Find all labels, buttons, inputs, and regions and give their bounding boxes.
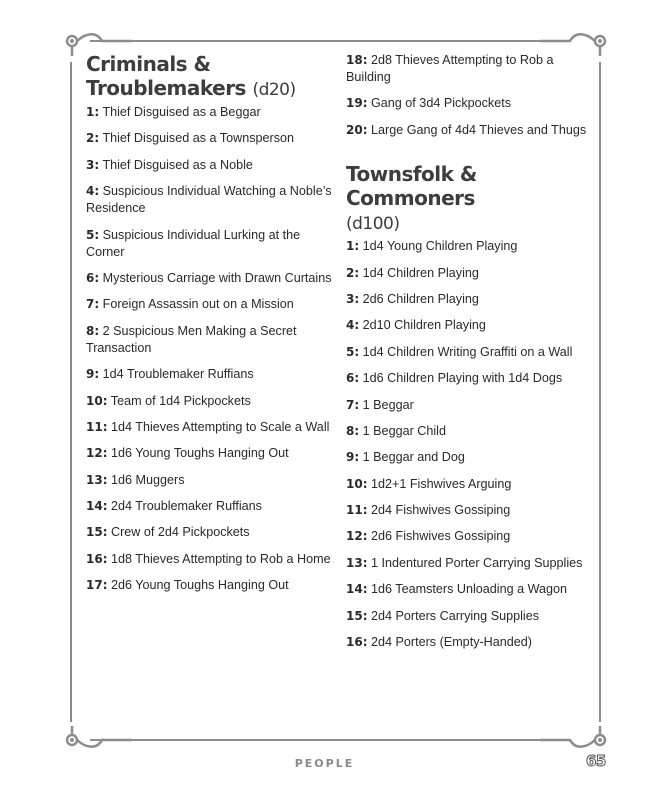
- list-item: [346, 122, 591, 139]
- entry-text: 1 Indentured Porter Carrying Supplies: [371, 555, 583, 570]
- entry-number: 13:: [86, 472, 108, 487]
- criminals-heading-title: Criminals & Troublemakers: [86, 52, 246, 100]
- entry-text: 1 Beggar and Dog: [362, 450, 465, 465]
- entry-number: 7:: [86, 297, 100, 312]
- townsfolk-heading-die: (d100): [346, 214, 400, 235]
- list-item: [86, 183, 338, 217]
- entry-number: 3:: [86, 157, 100, 172]
- page-number: 65: [586, 752, 606, 770]
- list-item: [86, 445, 338, 462]
- entry-text: 2 Suspicious Men Making a Secret Transaction: [86, 323, 297, 355]
- entry-text: 2d8 Thieves Attempting to Rob a Building: [346, 53, 554, 84]
- entry-text: 1d4 Young Children Playing: [362, 239, 518, 254]
- entry-text: 2d4 Troublemaker Ruffians: [111, 499, 262, 514]
- list-item: [86, 130, 338, 147]
- entry-number: 10:: [346, 476, 368, 491]
- list-item: [86, 104, 338, 121]
- criminals-table-continued: [346, 52, 591, 139]
- list-item: [346, 555, 591, 572]
- entry-text: 1d8 Thieves Attempting to Rob a Home: [111, 551, 331, 566]
- list-item: [346, 449, 591, 466]
- entry-number: 6:: [346, 371, 360, 386]
- entry-number: 9:: [86, 367, 100, 382]
- list-item: [86, 270, 338, 287]
- list-item: [346, 608, 591, 625]
- entry-number: 14:: [86, 499, 108, 514]
- entry-number: 16:: [86, 551, 108, 566]
- entry-number: 7:: [346, 397, 360, 412]
- entry-text: Thief Disguised as a Noble: [102, 157, 253, 172]
- entry-number: 1:: [346, 239, 360, 254]
- entry-number: 2:: [346, 265, 360, 280]
- criminals-heading: [86, 52, 338, 102]
- frame-bottom-border: [90, 739, 559, 741]
- list-item: [86, 366, 338, 383]
- frame-left-border: [70, 62, 72, 722]
- entry-text: 1d4 Children Playing: [362, 265, 479, 280]
- entry-number: 10:: [86, 393, 108, 408]
- entry-number: 5:: [346, 344, 360, 359]
- entry-text: 2d4 Porters (Empty-Handed): [371, 635, 532, 650]
- entry-text: 2d6 Fishwives Gossiping: [371, 529, 511, 544]
- entry-number: 4:: [346, 318, 360, 333]
- entry-text: Foreign Assassin out on a Mission: [102, 297, 294, 312]
- list-item: [346, 476, 591, 493]
- entry-text: 1d6 Children Playing with 1d4 Dogs: [362, 371, 563, 386]
- entry-text: Suspicious Individual Lurking at the Corner: [86, 227, 301, 259]
- list-item: [346, 634, 591, 651]
- list-item: [346, 397, 591, 414]
- list-item: [346, 317, 591, 334]
- entry-number: 1:: [86, 105, 100, 119]
- entry-number: 5:: [86, 227, 100, 242]
- criminals-table: [86, 104, 338, 594]
- list-item: [86, 551, 338, 568]
- entry-number: 4:: [86, 184, 100, 199]
- entry-text: 1 Beggar Child: [362, 423, 446, 438]
- list-item: [346, 344, 591, 361]
- list-item: [346, 238, 591, 255]
- entry-number: 12:: [346, 529, 368, 544]
- list-item: [346, 291, 591, 308]
- list-item: [346, 502, 591, 519]
- frame-top-border: [90, 40, 559, 42]
- entry-text: Crew of 2d4 Pickpockets: [111, 525, 250, 540]
- entry-text: 1d4 Troublemaker Ruffians: [102, 367, 254, 382]
- list-item: [86, 419, 338, 436]
- list-item: [86, 524, 338, 541]
- footer-section-label: PEOPLE: [294, 757, 355, 770]
- frame-right-border: [599, 62, 601, 722]
- entry-text: 1d6 Young Toughs Hanging Out: [111, 446, 289, 461]
- townsfolk-table: [346, 238, 591, 651]
- entry-text: Thief Disguised as a Townsperson: [102, 131, 295, 146]
- entry-number: 12:: [86, 446, 108, 461]
- townsfolk-heading-title: Townsfolk & Commoners: [346, 162, 477, 211]
- corner-flourish-icon: [540, 726, 610, 754]
- entry-text: 1d4 Thieves Attempting to Scale a Wall: [111, 419, 330, 434]
- list-item: [86, 393, 338, 410]
- entry-text: Mysterious Carriage with Drawn Curtains: [102, 270, 332, 285]
- list-item: [346, 95, 591, 112]
- entry-number: 3:: [346, 291, 360, 306]
- entry-text: 1 Beggar: [362, 397, 414, 412]
- entry-number: 6:: [86, 270, 100, 285]
- entry-number: 17:: [86, 578, 108, 593]
- entry-text: Team of 1d4 Pickpockets: [110, 393, 251, 408]
- entry-number: 14:: [346, 582, 368, 597]
- entry-number: 20:: [346, 122, 368, 137]
- list-item: [346, 528, 591, 545]
- list-item: [346, 581, 591, 598]
- list-item: [346, 423, 591, 440]
- entry-text: 2d4 Fishwives Gossiping: [371, 503, 511, 518]
- entry-text: 1d6 Teamsters Unloading a Wagon: [371, 582, 568, 597]
- list-item: [86, 323, 338, 357]
- entry-text: Gang of 3d4 Pickpockets: [371, 96, 512, 111]
- entry-number: 8:: [346, 423, 360, 438]
- list-item: [346, 265, 591, 282]
- entry-number: 18:: [346, 53, 368, 67]
- list-item: [86, 157, 338, 174]
- entry-number: 15:: [346, 608, 368, 623]
- entry-number: 15:: [86, 525, 108, 540]
- left-column: [86, 52, 338, 604]
- criminals-heading-die: (d20): [252, 80, 296, 100]
- entry-text: Thief Disguised as a Beggar: [102, 105, 261, 119]
- entry-text: Large Gang of 4d4 Thieves and Thugs: [371, 122, 587, 137]
- entry-text: 2d10 Children Playing: [362, 318, 486, 333]
- corner-flourish-icon: [62, 726, 132, 754]
- entry-number: 8:: [86, 323, 100, 338]
- list-item: [86, 577, 338, 594]
- list-item: [346, 370, 591, 387]
- entry-text: Suspicious Individual Watching a Noble’s Residence: [86, 184, 332, 216]
- list-item: [86, 227, 338, 261]
- entry-text: 2d6 Children Playing: [362, 291, 479, 306]
- section-spacer: [346, 148, 591, 162]
- list-item: [346, 52, 591, 86]
- list-item: [86, 296, 338, 313]
- entry-number: 11:: [346, 503, 368, 518]
- entry-number: 13:: [346, 555, 368, 570]
- list-item: [86, 498, 338, 515]
- townsfolk-heading: [346, 162, 591, 236]
- right-column: [346, 52, 591, 660]
- entry-number: 2:: [86, 131, 100, 146]
- entry-text: 1d6 Muggers: [111, 472, 185, 487]
- entry-number: 19:: [346, 96, 368, 111]
- entry-text: 2d4 Porters Carrying Supplies: [371, 608, 539, 623]
- list-item: [86, 472, 338, 489]
- entry-number: 16:: [346, 635, 368, 650]
- entry-text: 2d6 Young Toughs Hanging Out: [111, 578, 289, 593]
- entry-text: 1d2+1 Fishwives Arguing: [371, 476, 512, 491]
- entry-text: 1d4 Children Writing Graffiti on a Wall: [362, 344, 573, 359]
- entry-number: 11:: [86, 419, 108, 434]
- entry-number: 9:: [346, 450, 360, 465]
